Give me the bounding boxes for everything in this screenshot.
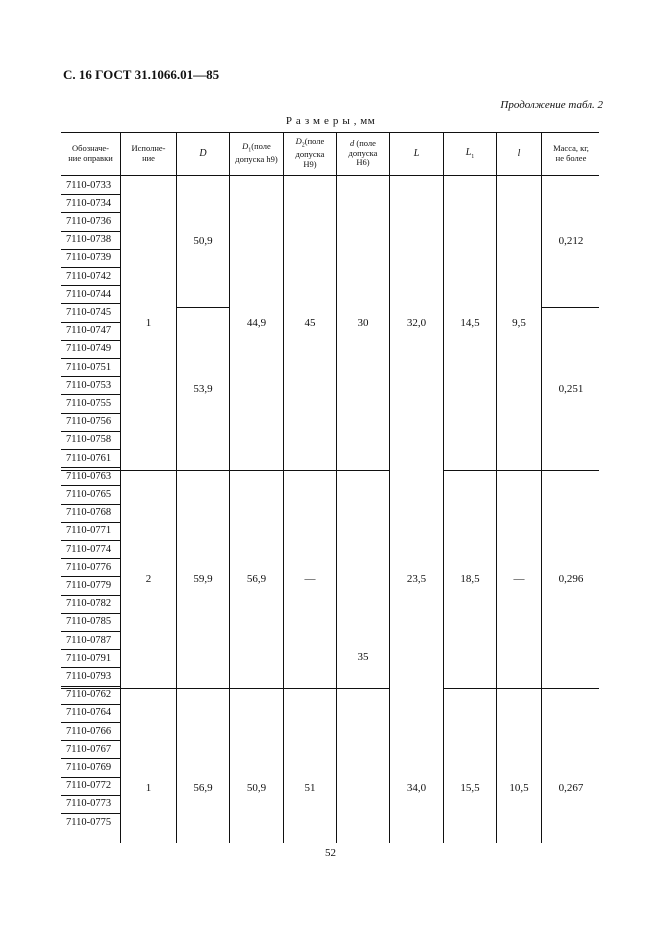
g2-D1: 56,9 [246,573,267,586]
g2-D2: — [304,573,316,586]
designation-cell: 7110-0763 [66,470,112,482]
header-d-tolerance: допуска [348,147,378,158]
header-l: l [517,147,521,159]
header-D2-note: (поле [304,136,325,147]
g3-D2: 51 [304,782,316,795]
header-d-symbol: d [350,137,355,148]
designation-cell: 7110-0768 [66,507,112,519]
page-number: 52 [325,847,336,859]
g1-D1: 44,9 [246,316,267,329]
designation-cell: 7110-0765 [66,488,112,500]
g1-l: 9,5 [512,316,526,329]
g1-D-b: 53,9 [193,382,213,395]
designation-cell: 7110-0747 [66,325,112,337]
designation-cell: 7110-0787 [66,634,112,646]
designation-cell: 7110-0771 [66,525,112,537]
header-version [121,132,176,175]
designation-cell: 7110-0744 [66,288,112,300]
header-D2-grade: H9) [303,158,317,169]
dimensions-word: Размеры [285,115,354,127]
designation-cell: 7110-0749 [66,343,112,355]
designation-cell: 7110-0756 [66,416,112,428]
designation-cell: 7110-0779 [66,579,112,591]
header-d [337,132,389,175]
dimensions-caption [0,115,661,127]
header-designation-line2: ние оправки [68,152,113,163]
designation-cell: 7110-0767 [66,743,112,755]
designation-cell: 7110-0776 [66,561,112,573]
designation-cell: 7110-0775 [66,816,112,828]
d-shared: 35 [357,650,369,663]
designation-cell: 7110-0753 [66,379,112,391]
header-designation-line1: Обозначе- [72,142,109,153]
g2-mass: 0,296 [558,573,584,586]
header-D1-index: 1 [248,148,252,155]
g3-D1: 50,9 [246,782,267,795]
g3-version: 1 [145,782,152,795]
header-D2-index: 2 [301,143,305,150]
header-d-note: (поле [354,137,376,148]
g1-L1: 14,5 [460,316,480,329]
g2-D: 59,9 [193,573,213,586]
g3-L: 34,0 [406,782,427,795]
designation-cell: 7110-0772 [66,780,112,792]
designation-cell: 7110-0785 [66,616,112,628]
designation-cell: 7110-0773 [66,798,112,810]
header-version-line1: Исполне- [131,142,166,153]
header-D2-symbol: D [295,136,302,147]
designation-cell: 7110-0782 [66,598,112,610]
designation-cell: 7110-0769 [66,761,112,773]
designation-cell: 7110-0751 [66,361,112,373]
header-mass-line2: не более [555,152,587,163]
designation-cell: 7110-0755 [66,397,112,409]
g3-D: 56,9 [193,782,213,795]
page-header: С. 16 ГОСТ 31.1066.01—85 [63,67,220,82]
designation-cell: 7110-0793 [66,670,112,682]
header-L1-index: 1 [471,153,475,160]
header-version-line2: ние [142,152,155,163]
header-d-grade: H6) [356,157,370,168]
header-designation [61,132,120,175]
header-D: D [199,147,207,159]
header-D2 [284,132,336,175]
header-D1-tolerance: допуска h9) [235,153,278,164]
header-mass-line1: Масса, кг, [553,142,589,153]
designation-cell: 7110-0733 [66,179,112,191]
g2-l: — [513,573,525,586]
header-D1-symbol: D [242,141,249,152]
designation-cell: 7110-0734 [66,197,112,209]
designation-cell: 7110-0739 [66,252,112,264]
header-D1 [230,132,283,175]
g3-L1: 15,5 [460,782,480,795]
g1-L: 32,0 [406,316,427,329]
designation-cell: 7110-0745 [66,306,112,318]
designation-cell: 7110-0742 [66,270,112,282]
designation-cell: 7110-0738 [66,234,112,246]
g3-mass: 0,267 [558,782,584,795]
g2-L: 23,5 [406,573,427,586]
designation-cell: 7110-0764 [66,707,112,719]
designation-cell: 7110-0758 [66,434,112,446]
header-L1 [444,132,496,175]
designation-cell: 7110-0736 [66,215,112,227]
header-L1-symbol: L [465,146,472,158]
g2-L1: 18,5 [460,573,480,586]
header-D2-tolerance: допуска [295,149,325,160]
header-mass [542,132,600,175]
g1-mass-b: 0,251 [558,382,584,395]
g1-version: 1 [145,316,152,329]
table-continuation-note: Продолжение табл. 2 [500,99,603,111]
designation-cell: 7110-0762 [66,689,112,701]
designation-cell: 7110-0761 [66,452,112,464]
g1-d: 30 [357,316,369,329]
g2-version: 2 [145,573,152,586]
g1-mass-a: 0,212 [558,235,584,248]
designation-cell: 7110-0791 [66,652,112,664]
g1-D2: 45 [304,316,316,329]
header-D1-note: (поле [251,141,271,152]
designation-cell: 7110-0766 [66,725,112,737]
designation-cell: 7110-0774 [66,543,112,555]
dimensions-unit: , мм [353,115,376,127]
g3-l: 10,5 [509,782,529,795]
header-L: L [413,147,420,159]
g1-D-a: 50,9 [193,235,213,248]
